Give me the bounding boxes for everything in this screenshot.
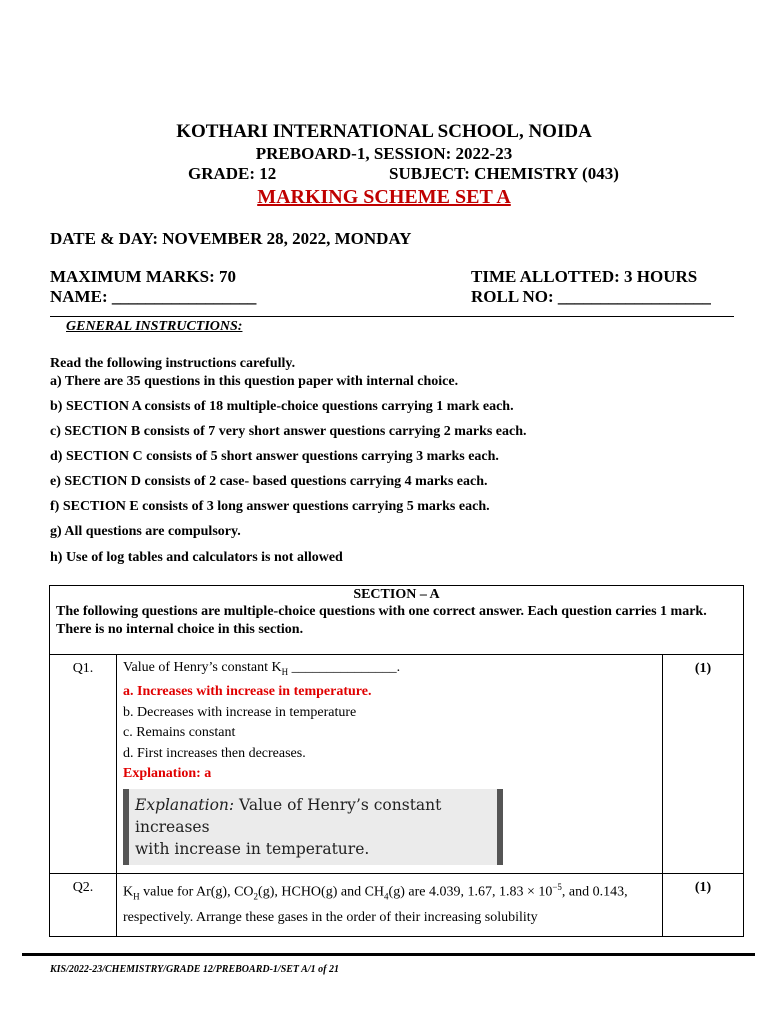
time-allotted: TIME ALLOTTED: 3 HOURS [471,267,698,286]
stem-subscript: H [281,666,289,677]
section-a-description: The following questions are multiple-choice questions with one correct answer. Each question carries 1 mark. There is no internal choice in this section. [56,604,707,637]
stem-blank: _______________. [288,660,401,675]
question-body [117,873,663,936]
instruction-item: f) SECTION E consists of 3 long answer questions carrying 5 marks each. [50,499,490,514]
option-c: c. Remains constant [123,725,236,741]
q2-text: , and 0.143, respectively. Arrange these gases in the order of their increasing solubility [123,884,628,926]
name-field: NAME: _________________ [50,287,257,306]
instruction-item: d) SECTION C consists of 5 short answer questions carrying 3 marks each. [50,449,499,464]
marking-scheme-title: MARKING SCHEME SET A [257,186,511,208]
section-a-header [50,586,744,655]
footer-divider [22,953,755,956]
q2-subscript: 4 [384,891,389,902]
subject-label: SUBJECT: CHEMISTRY (043) [389,164,619,183]
q2-superscript: −5 [552,881,562,892]
q2-text: value for Ar(g), CO [139,884,254,900]
instruction-item: c) SECTION B consists of 7 very short answer questions carrying 2 marks each. [50,424,527,439]
question-marks: (1) [663,655,744,874]
roll-no-field: ROLL NO: __________________ [471,287,711,306]
question-number: Q1. [50,655,117,874]
stem-text: Value of Henry’s constant K [123,660,282,675]
instruction-item: e) SECTION D consists of 2 case- based questions carrying 4 marks each. [50,474,488,489]
q2-subscript: 2 [253,891,259,902]
grade-label: GRADE: 12 [188,164,277,183]
instruction-item: g) All questions are compulsory. [50,524,241,539]
q2-text: (g) are 4.039, 1.67, 1.83 × 10 [388,884,553,900]
section-a-table [49,585,744,937]
q2-subscript: H [133,891,140,902]
q2-text: (g), HCHO(g) and CH [258,884,385,900]
date-day: DATE & DAY: NOVEMBER 28, 2022, MONDAY [50,229,412,248]
instruction-item: a) There are 35 questions in this question paper with internal choice. [50,374,459,389]
section-a-title: SECTION – A [353,587,440,602]
table-row [50,655,744,874]
general-instructions-heading: GENERAL INSTRUCTIONS: [66,319,243,334]
footer-of: of [315,964,329,975]
explanation-box-label: Explanation: [135,795,235,814]
explanation-box [123,789,503,865]
explanation-box-text: with increase in temperature. [135,839,370,858]
footer-code: KIS/2022-23/CHEMISTRY/GRADE 12/PREBOARD-1/SET A/ [50,964,311,975]
option-d: d. First increases then decreases. [123,745,306,761]
header-divider [50,316,734,317]
option-a-correct: a. Increases with increase in temperature. [123,684,372,700]
school-name: KOTHARI INTERNATIONAL SCHOOL, NOIDA [176,121,592,142]
option-b: b. Decreases with increase in temperature [123,704,357,720]
instructions-intro: Read the following instructions carefully. [50,356,296,371]
question-number: Q2. [50,873,117,936]
instruction-item: h) Use of log tables and calculators is not allowed [50,550,343,565]
question-marks: (1) [663,873,744,936]
exam-session: PREBOARD-1, SESSION: 2022-23 [255,144,513,163]
page-footer [50,964,339,975]
explanation-box-text: Value of Henry’s constant increases [135,795,442,836]
maximum-marks: MAXIMUM MARKS: 70 [50,267,237,286]
q2-text: K [123,884,134,900]
question-body [117,655,663,874]
footer-total: 21 [328,964,339,975]
instruction-item: b) SECTION A consists of 18 multiple-choice questions carrying 1 mark each. [50,399,514,414]
footer-page: 1 [310,964,316,975]
explanation-label: Explanation: a [123,766,212,782]
question-stem [123,658,656,682]
table-row [50,873,744,936]
